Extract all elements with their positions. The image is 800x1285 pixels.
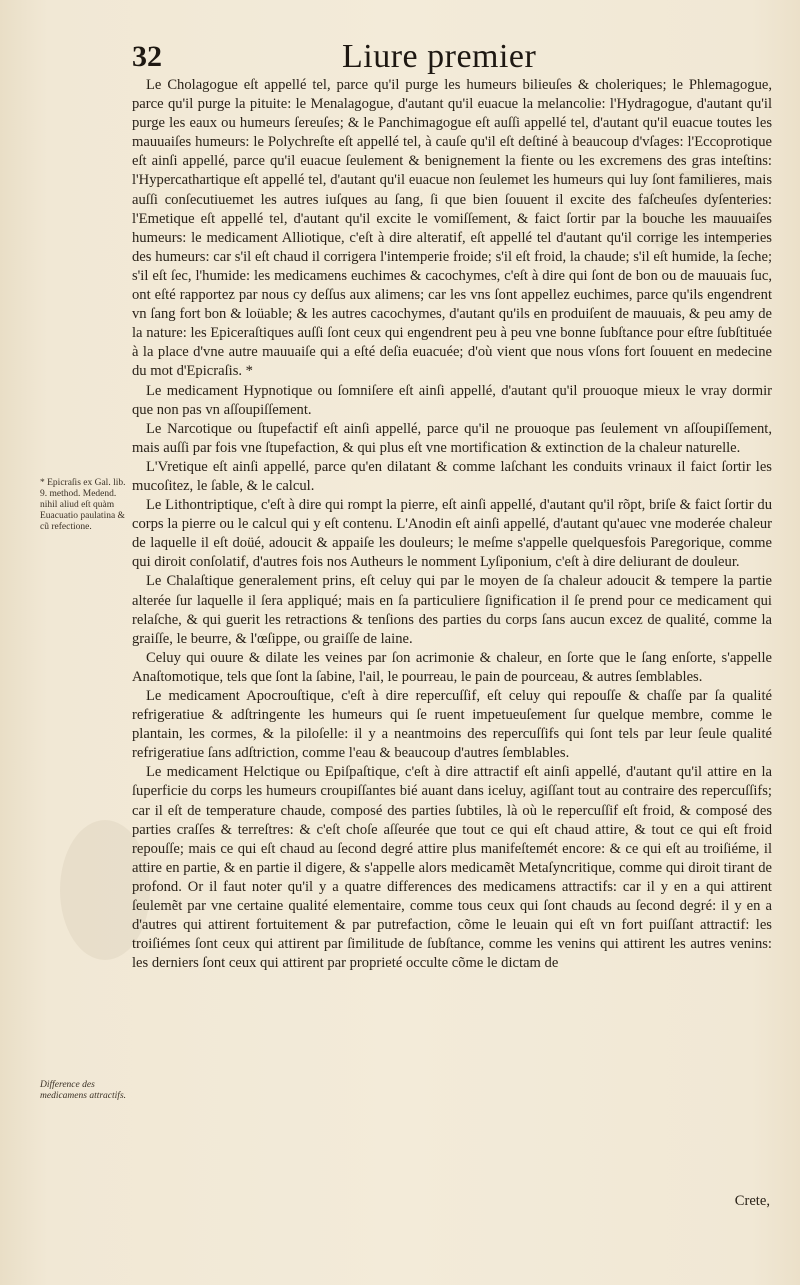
running-title: Liure premier — [342, 38, 537, 75]
paragraph: Celuy qui ouure & dilate les veines par ſon acrimonie & chaleur, en ſorte que le ſang enſorte, s'appelle Anaſtomotique, tels que ſont la ſabine, l'ail, le pourreau, le pain de pourceau, & autres ſemblables. — [132, 649, 772, 685]
paragraph: Le Narcotique ou ſtupefactif eſt ainſi appellé, parce qu'il ne prouoque pas ſeulement vn aſſoupiſſement, mais auſſi par fois vne ſtupefaction, & qui plus eſt vne mortification & extinction de la chaleur naturelle. — [132, 420, 772, 456]
margin-note-epicrasis: * Epicraſis ex Gal. lib. 9. method. Medend. nihil aliud eſt quàm Euacuatio paulatina & cũ refectione. — [40, 478, 126, 532]
body-text — [132, 76, 772, 973]
paragraph: Le Chalaſtique generalement prins, eſt celuy qui par le moyen de ſa chaleur adoucit & tempere la partie alterée ſur laquelle il ſera appliqué; mais en ſa particuliere ſignification il ſe prend pour ce medicament qui relaſche, & qui guerit les retractions & tenſions des parties du corps ſans aucun excez de qualité, comme la graiſſe, le beurre, & l'œſippe, ou graiſſe de laine. — [132, 573, 772, 647]
paragraph: Le medicament Apocrouſtique, c'eſt à dire repercuſſif, eſt celuy qui repouſſe & chaſſe par ſa qualité refrigeratiue & adſtringente les humeurs qui ſe ruent impetueuſement ſur quelque membre, comme le plantain, les cormes, & la piloſelle: il y a neantmoins des repercuſſifs qui ſont tels par leur ſeule qualité refrigeratiue ſans adſtriction, comme l'eau & beaucoup d'autres ſemblables. — [132, 688, 772, 762]
paragraph: Le Lithontriptique, c'eſt à dire qui rompt la pierre, eſt ainſi appellé, d'autant qu'il rõpt, briſe & faict ſortir du corps la pierre ou le calcul qui y eſt contenu. L'Anodin eſt ainſi appellé, d'autant qu'auec vne moderée chaleur de laquelle il eſt doüé, adoucit & appaiſe les douleurs; le meſme s'appelle quelquesfois Paregorique, comme qui diroit conſolatif, d'autres fois nos Autheurs le nomment Lyſiponium, c'eſt à dire deliurant de douleur. — [132, 497, 772, 571]
paragraph: Le medicament Helctique ou Epiſpaſtique, c'eſt à dire attractif eſt ainſi appellé, d'autant qu'il attire en la ſuperficie du corps les humeurs croupiſſantes bié auant dans iceluy, agiſſant tout au contraire des repercuſſifs; car il eſt de temperature chaude, composé des parties ſubtiles, là où le repercuſſif eſt froid, & composé des parties craſſes & terreſtres: & c'eſt choſe aſſeurée que tout ce qui eſt chaud attire, & tout ce qui eſt froid repouſſe; mais ce qui eſt chaud au ſecond degré attire plus manifeſtemét encore: & ce qui eſt au troiſiéme, il attire en partie, & en partie il digere, & s'appelle alors medicamẽt Metaſyncritique, comme qui diroit tirant de profond. Or il faut noter qu'il y a quatre differences des medicamens attractifs: car il y en a qui attirent ſeulemẽt par vne certaine qualité elementaire, comme tous ceux qui ſont chauds au ſecond degré: il y en a d'autres qui attirent fortuitement & par putrefaction, cõme le leuain qui eſt vn fort puiſſant attractif: les troiſiémes ſont ceux qui attirent par ſimilitude de ſubſtance, comme les venins qui attirent les autres venins: les derniers ſont ceux qui attirent par proprieté occulte cõme le dictam de — [132, 764, 772, 972]
paragraph: Le Cholagogue eſt appellé tel, parce qu'il purge les humeurs bilieuſes & choleriques; le Phlemagogue, parce qu'il purge la pituite: le Menalagogue, d'autant qu'il euacue la melancolie: l'Hydragogue, d'autant qu'il purge les eaux ou humeurs ſereuſes; & le Panchimagogue eſt auſſi appellé tel, d'autant qu'il euacue toutes les mauuaiſes humeurs: le Polychreſte eſt appellé tel, à cauſe qu'il eſt deſtiné à beaucoup d'vſages: l'Eccoprotique eſt ainſi appellé, parce qu'il euacue ſeulement & benignement la fiente ou les excremens des gras inteſtins: l'Hypercathartique eſt appellé tel, d'autant qu'il euacue non ſeulemet les humeurs qui luy ſont familieres, mais auſſi conſecutiuemet les autres iuſques au ſang, ſi que bien ſouuent il excite des faſcheuſes dyſenteries: l'Emetique eſt appellé tel, d'autant qu'il excite le vomiſſement, & faict ſortir par la bouche les mauuaiſes humeurs: le medicament Alliotique, c'eſt à dire alteratif, eſt appellé tel d'autant qu'il corrige les intemperies des humeurs: car s'il eſt chaud il corrigera l'intemperie froide; s'il eſt froid, la chaude; s'il eſt humide, la ſeche; s'il eſt ſec, l'humide: les medicamens euchimes & cacochymes, c'eſt à dire qui ſont de bon ou de mauuais ſuc, ont eſté rapportez par nous cy deſſus aux alimens; car les vns ſont appellez euchimes, parce qu'ils engendrent vn ſang fort bon & loüable; & les autres cacochymes, d'autant qu'ils en produiſent de mauuais, & peu amy de la nature: les Epiceraſtiques auſſi ſont ceux qui engendrent peu à peu vne bonne ſubſtance pour eſtre ſubſtituée à la place d'vne autre mauuaiſe qui a eſté deſia euacuée; d'où vient que nous vſons fort ſouuent en medecine du mot d'Epicraſis. * — [132, 77, 772, 380]
catchword: Crete, — [734, 1193, 770, 1209]
paragraph: L'Vretique eſt ainſi appellé, parce qu'en dilatant & comme laſchant les conduits vrinaux il faict ſortir les mucoſitez, le ſable, & le calcul. — [132, 458, 772, 494]
paragraph: Le medicament Hypnotique ou ſomniſere eſt ainſi appellé, d'autant qu'il prouoque mieux le vray dormir que non pas vn aſſoupiſſement. — [132, 382, 772, 418]
page-number: 32 — [132, 40, 162, 73]
margin-note-attractifs: Difference des medicamens attractifs. — [40, 1080, 127, 1101]
page-header — [132, 38, 772, 78]
